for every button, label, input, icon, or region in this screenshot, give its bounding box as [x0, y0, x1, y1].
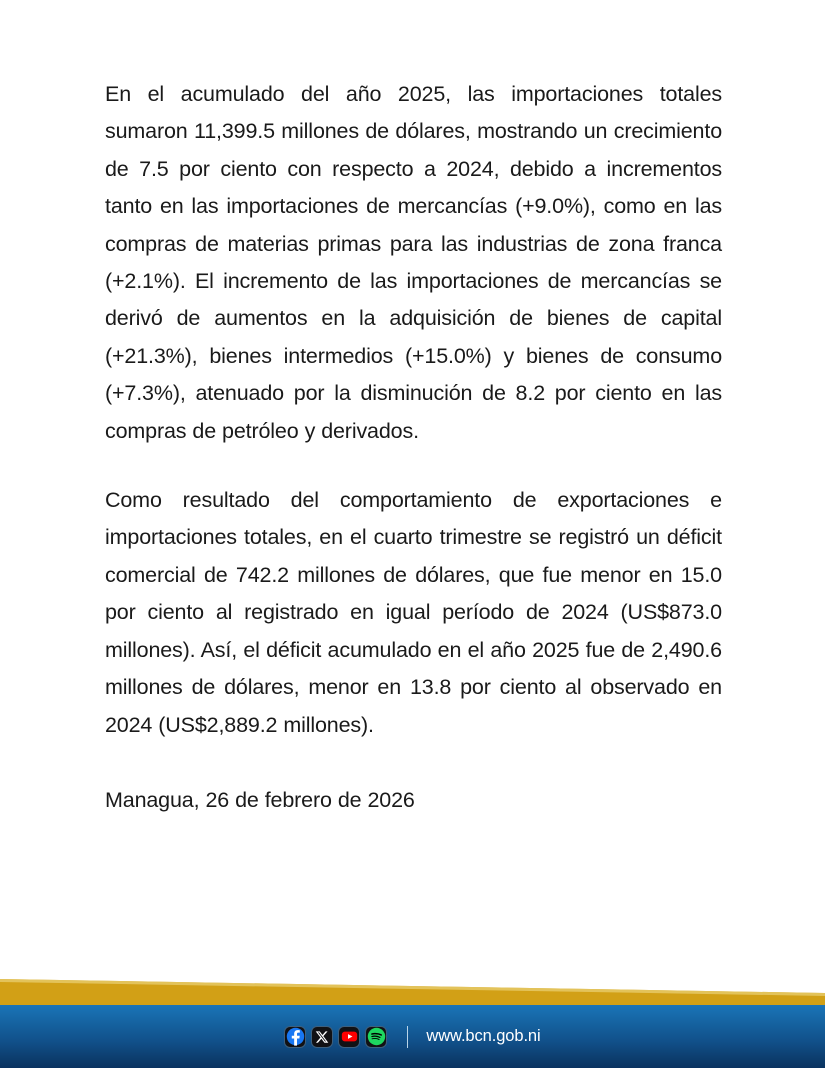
social-links: [284, 1026, 540, 1048]
youtube-icon[interactable]: [338, 1026, 360, 1048]
page-footer: [0, 955, 825, 1068]
footer-divider: [407, 1026, 408, 1048]
dateline: Managua, 26 de febrero de 2026: [105, 787, 415, 812]
gold-accent-band: [0, 955, 825, 1010]
document-body: [105, 76, 722, 819]
x-twitter-icon[interactable]: [311, 1026, 333, 1048]
spotify-icon[interactable]: [365, 1026, 387, 1048]
facebook-icon[interactable]: [284, 1026, 306, 1048]
website-url[interactable]: www.bcn.gob.ni: [426, 1027, 541, 1045]
paragraph-deficit-comercial: Como resultado del comportamiento de exportaciones e importaciones totales, en el cuarto trimestre se registró un déficit comercial de 742.2 millones de dólares, que fue menor en 15.0 por ciento al registrado en igual período de 2024 (US$873.0 millones). Así, el déficit acumulado en el año 2025 fue de 2,490.6 millones de dólares, menor en 13.8 por ciento al observado en 2024 (US$2,889.2 millones).: [105, 488, 722, 737]
footer-content: [0, 1005, 825, 1068]
paragraph-importaciones: En el acumulado del año 2025, las importaciones totales sumaron 11,399.5 millones de dólares, mostrando un crecimiento de 7.5 por ciento con respecto a 2024, debido a incrementos tanto en las importaciones de mercancías (+9.0%), como en las compras de materias primas para las industrias de zona franca (+2.1%). El incremento de las importaciones de mercancías se derivó de aumentos en la adquisición de bienes de capital (+21.3%), bienes intermedios (+15.0%) y bienes de consumo (+7.3%), atenuado por la disminución de 8.2 por ciento en las compras de petróleo y derivados.: [105, 82, 722, 443]
